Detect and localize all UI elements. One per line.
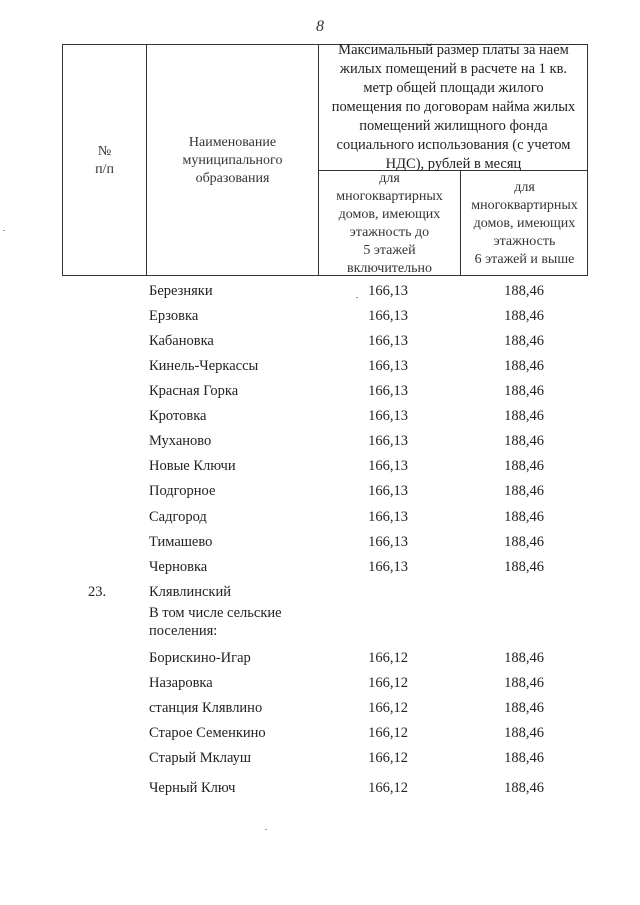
table-row (0, 534, 640, 558)
settlement-name: станция Клявлино (149, 700, 263, 716)
header-sub-line: многоквартирных (336, 188, 443, 204)
settlement-name: Кабановка (149, 333, 214, 349)
header-sub-line: включительно (346, 260, 433, 276)
header-name-line: образования (195, 170, 270, 186)
rate-up-to-5-floors: 166,12 (368, 675, 408, 691)
header-sub-line: многоквартирных (471, 197, 578, 213)
settlement-name: Подгорное (149, 483, 216, 499)
header-sub-line: этажность до (349, 224, 430, 240)
rate-6-floors-and-above: 188,46 (504, 408, 544, 424)
rate-up-to-5-floors: 166,12 (368, 650, 408, 666)
table-row (0, 725, 640, 749)
table-row (0, 509, 640, 533)
district-subheading: В том числе сельские (149, 605, 282, 621)
rate-up-to-5-floors: 166,12 (368, 780, 408, 796)
rate-6-floors-and-above: 188,46 (504, 358, 544, 374)
rate-6-floors-and-above: 188,46 (504, 700, 544, 716)
rate-6-floors-and-above: 188,46 (504, 433, 544, 449)
table-row (0, 650, 640, 674)
header-main-line: жилых помещений в расчете на 1 кв. (339, 61, 568, 77)
rate-up-to-5-floors: 166,13 (368, 483, 408, 499)
header-num-line: № (97, 143, 112, 159)
table-row (0, 433, 640, 457)
rate-up-to-5-floors: 166,13 (368, 283, 408, 299)
rate-up-to-5-floors: 166,13 (368, 509, 408, 525)
rate-up-to-5-floors: 166,12 (368, 750, 408, 766)
header-sub-line: этажность (493, 233, 556, 249)
rate-6-floors-and-above: 188,46 (504, 650, 544, 666)
rate-6-floors-and-above: 188,46 (504, 534, 544, 550)
header-main-line: НДС), рублей в месяц (385, 156, 522, 172)
settlement-name: Кротовка (149, 408, 207, 424)
rate-up-to-5-floors: 166,13 (368, 458, 408, 474)
header-col-max-payment (319, 42, 588, 172)
scan-speck (265, 829, 267, 830)
rate-up-to-5-floors: 166,12 (368, 725, 408, 741)
table-row (0, 700, 640, 724)
rate-up-to-5-floors: 166,13 (368, 433, 408, 449)
table-row (0, 283, 640, 307)
table-row (0, 308, 640, 332)
header-sub-line: 6 этажей и выше (474, 251, 575, 267)
header-num-line: п/п (95, 161, 114, 177)
header-sub-line: домов, имеющих (338, 206, 441, 222)
header-col-name (147, 45, 318, 276)
settlement-name: Старое Семенкино (149, 725, 266, 741)
rate-up-to-5-floors: 166,13 (368, 534, 408, 550)
district-number: 23. (88, 584, 107, 600)
district-name: Клявлинский (149, 584, 231, 600)
table-header (62, 44, 588, 276)
page-number: 8 (316, 18, 324, 35)
rate-6-floors-and-above: 188,46 (504, 559, 544, 575)
header-main-line: метр общей площади жилого (363, 80, 544, 96)
rate-6-floors-and-above: 188,46 (504, 308, 544, 324)
settlement-name: Садгород (149, 509, 207, 525)
scan-speck (356, 297, 358, 298)
rate-6-floors-and-above: 188,46 (504, 458, 544, 474)
rate-up-to-5-floors: 166,13 (368, 308, 408, 324)
settlement-name: Назаровка (149, 675, 213, 691)
district-subheading: поселения: (149, 623, 218, 639)
settlement-name: Ерзовка (149, 308, 199, 324)
header-col-6-floors-and-above (461, 171, 588, 276)
header-name-line: муниципального (182, 152, 283, 168)
rate-6-floors-and-above: 188,46 (504, 483, 544, 499)
table-row (0, 358, 640, 382)
rate-6-floors-and-above: 188,46 (504, 333, 544, 349)
table-row (0, 383, 640, 407)
settlement-name: Красная Горка (149, 383, 239, 399)
table-row (0, 483, 640, 507)
header-col-number (63, 45, 146, 276)
settlement-name: Кинель-Черкассы (149, 358, 259, 374)
rate-up-to-5-floors: 166,13 (368, 358, 408, 374)
table-row (0, 780, 640, 804)
header-col-up-to-5-floors (319, 171, 460, 276)
header-main-line: социального использования (с учетом (336, 137, 571, 153)
rate-up-to-5-floors: 166,13 (368, 383, 408, 399)
header-main-line: помещений жилищного фонда (359, 118, 548, 134)
rate-up-to-5-floors: 166,13 (368, 559, 408, 575)
table-row (0, 675, 640, 699)
header-sub-line: домов, имеющих (473, 215, 576, 231)
rate-6-floors-and-above: 188,46 (504, 509, 544, 525)
rate-6-floors-and-above: 188,46 (504, 780, 544, 796)
settlement-name: Муханово (149, 433, 212, 449)
header-sub-line: для (379, 170, 400, 186)
table-row (0, 559, 640, 583)
settlement-name: Старый Мклауш (149, 750, 252, 766)
settlement-name: Березняки (149, 283, 213, 299)
rate-6-floors-and-above: 188,46 (504, 675, 544, 691)
settlement-name: Тимашево (149, 534, 213, 550)
rate-6-floors-and-above: 188,46 (504, 725, 544, 741)
rate-up-to-5-floors: 166,12 (368, 700, 408, 716)
table-row (0, 333, 640, 357)
settlement-name: Новые Ключи (149, 458, 236, 474)
table-row (0, 458, 640, 482)
table-row (0, 750, 640, 774)
rate-up-to-5-floors: 166,13 (368, 333, 408, 349)
scan-speck (3, 230, 5, 231)
header-sub-line: для (514, 179, 535, 195)
header-main-line: помещения по договорам найма жилых (331, 99, 576, 115)
rate-6-floors-and-above: 188,46 (504, 750, 544, 766)
table-row (0, 408, 640, 432)
settlement-name: Черный Ключ (149, 780, 236, 796)
header-sub-line: 5 этажей (363, 242, 416, 258)
rate-up-to-5-floors: 166,13 (368, 408, 408, 424)
settlement-name: Черновка (149, 559, 208, 575)
header-main-line: Максимальный размер платы за наем (338, 42, 569, 58)
rate-6-floors-and-above: 188,46 (504, 283, 544, 299)
settlement-name: Борискино-Игар (149, 650, 251, 666)
header-name-line: Наименование (188, 134, 277, 150)
rate-6-floors-and-above: 188,46 (504, 383, 544, 399)
